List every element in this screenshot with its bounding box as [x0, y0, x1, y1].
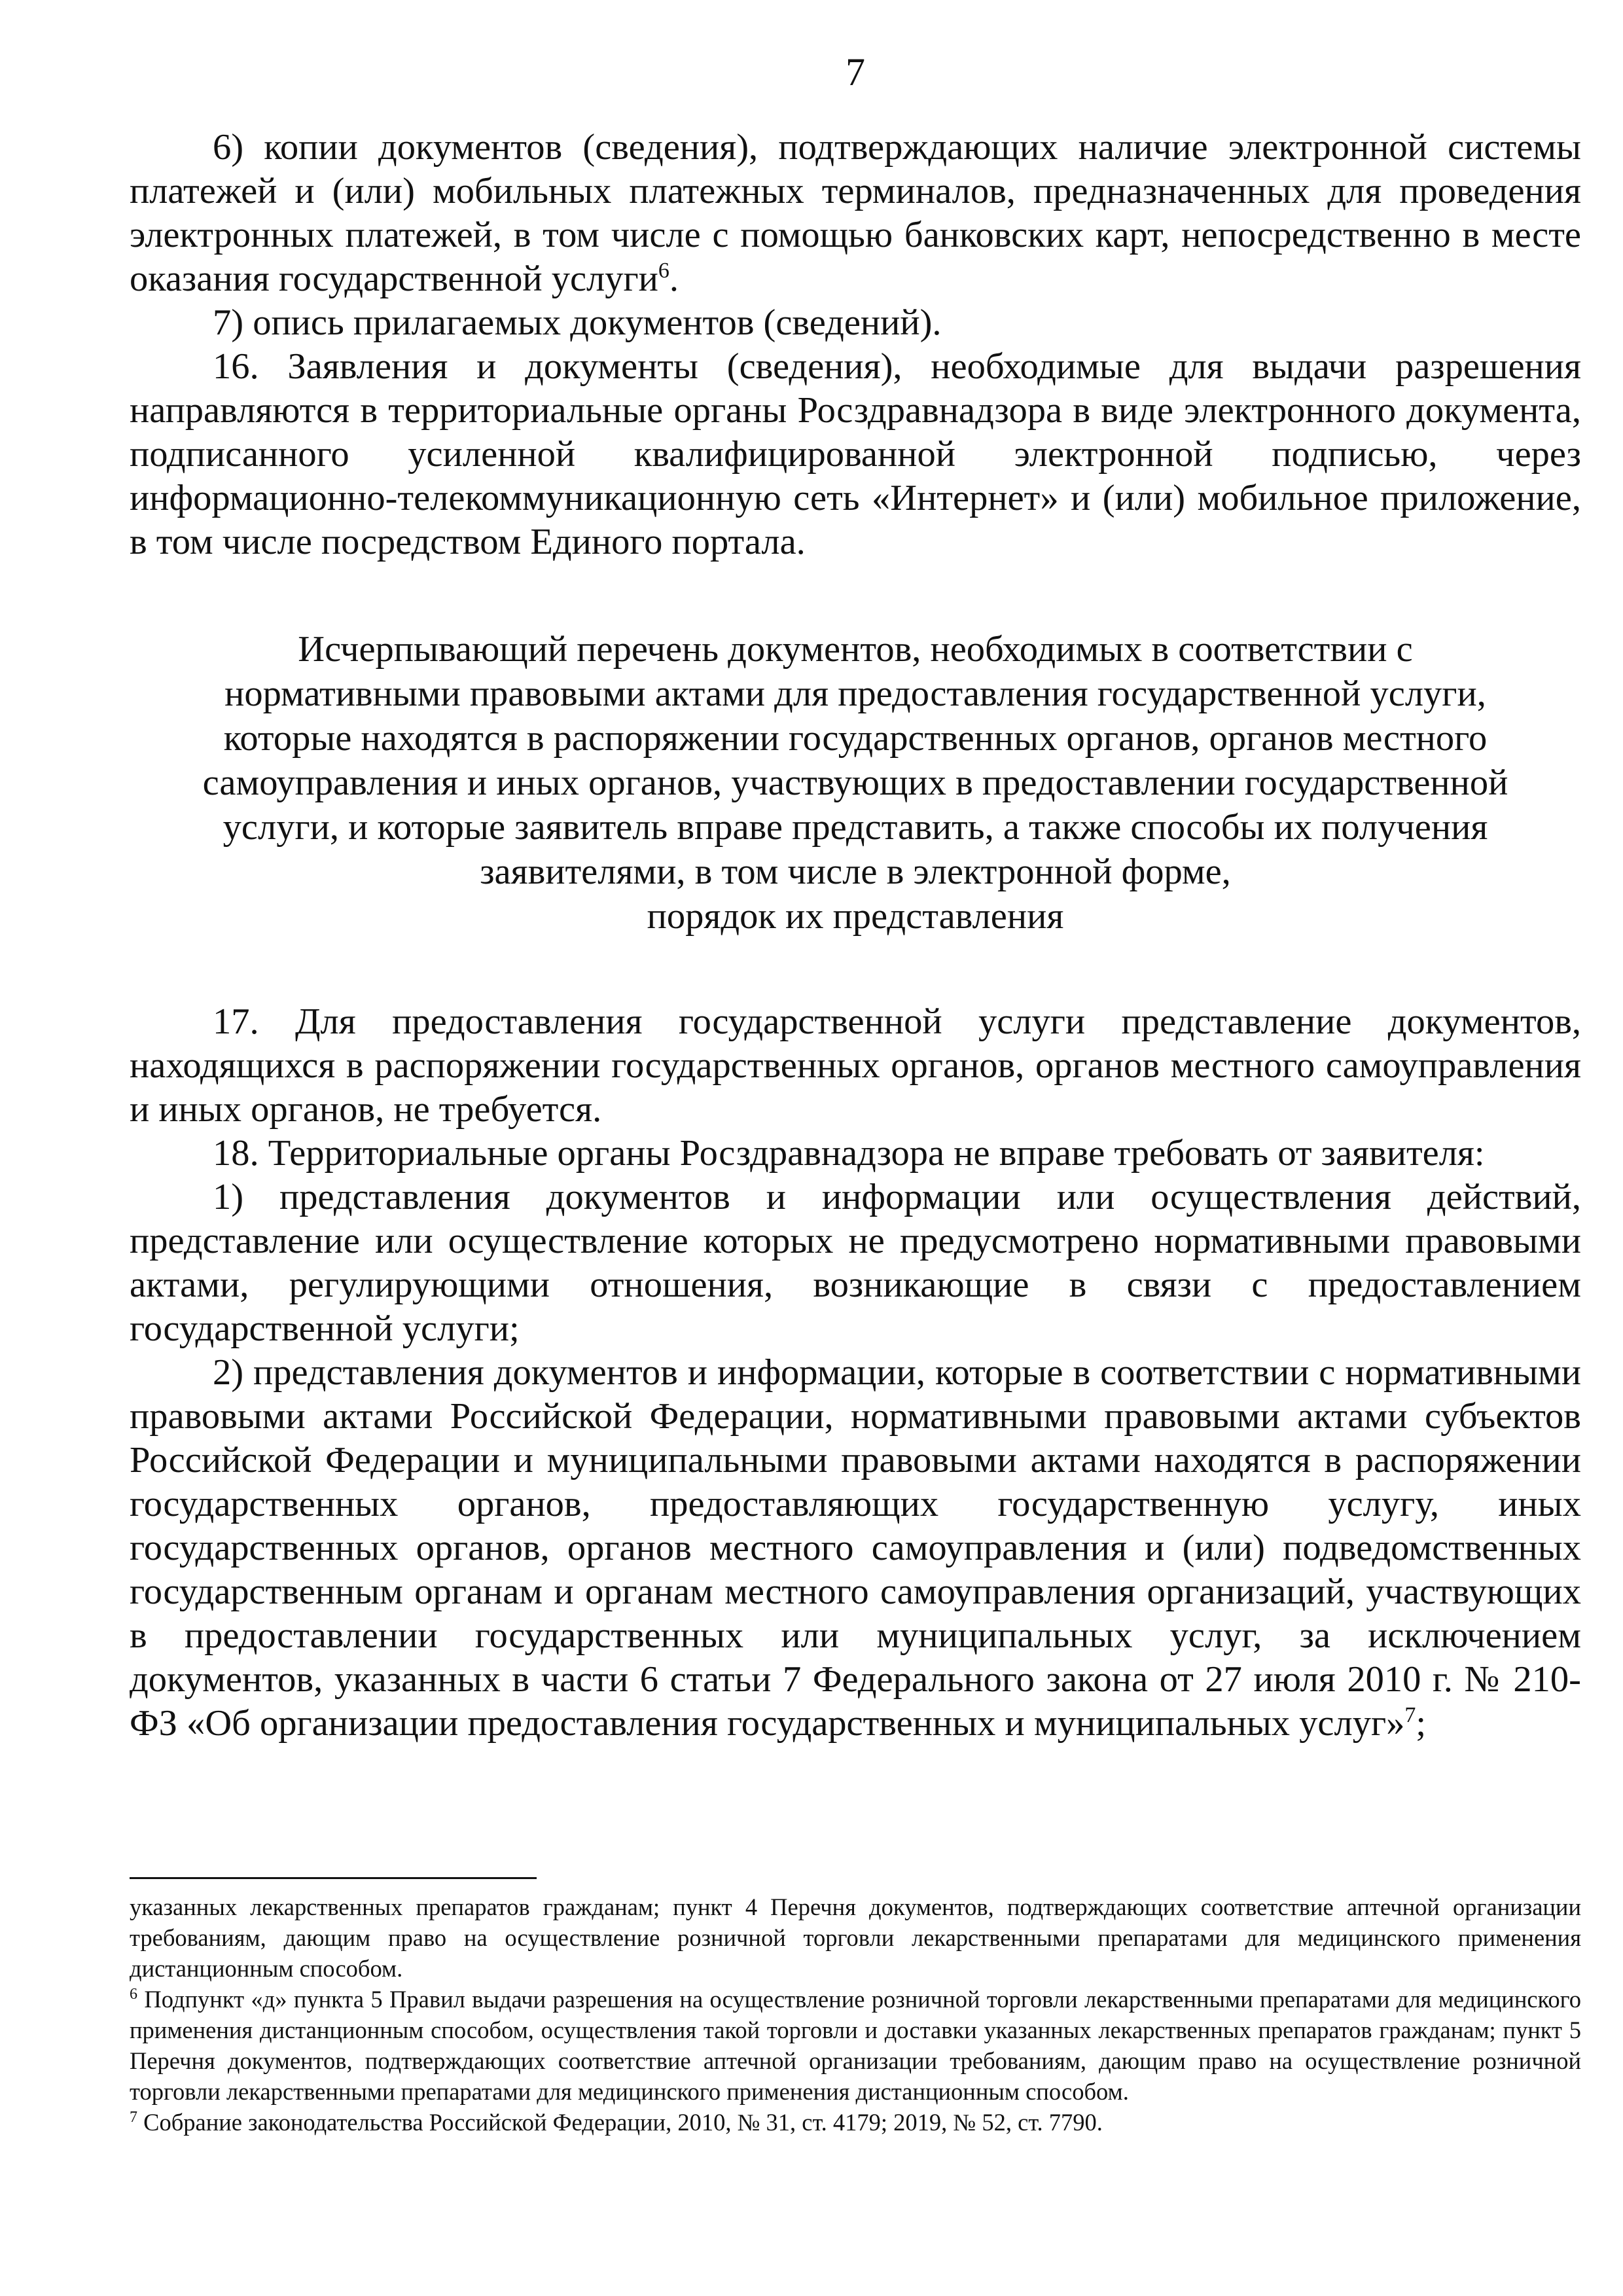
paragraph-18: 18. Территориальные органы Росздравнадзора не вправе требовать от заявителя: — [213, 1133, 1485, 1174]
paragraph-18-item-2 — [130, 1351, 1581, 1746]
document-page — [130, 0, 1581, 2296]
footnote-ref-7: 7 — [1404, 1703, 1416, 1728]
heading-line: заявителями, в том числе в электронной форме, — [480, 852, 1231, 892]
heading-line: Исчерпывающий перечень документов, необходимых в соответствии с — [298, 629, 1413, 670]
footnote-6-text: Подпункт «д» пункта 5 Правил выдачи разрешения на осуществление розничной торговли лекарственными препаратами для медицинского применения дистанционным способом, осуществления такой торговли и доставки указанных лекарственных препаратов гражданам; пункт 5 Перечня документов, подтверждающих соответствие аптечной организации требованиям, дающим право на осуществление розничной торговли лекарственными препаратами для медицинского применения дистанционным способом. — [130, 1986, 1581, 2105]
footnote-continuation: указанных лекарственных препаратов гражданам; пункт 4 Перечня документов, подтверждающих соответствие аптечной организации требованиям, дающим право на осуществление розничной торговли лекарственными препаратами для медицинского применения дистанционным способом. — [130, 1893, 1581, 1982]
heading-line: которые находятся в распоряжении государственных органов, органов местного — [223, 718, 1488, 759]
paragraph-18-item-2-end: ; — [1416, 1703, 1427, 1744]
paragraph-item-7: 7) опись прилагаемых документов (сведений). — [213, 302, 942, 343]
footnote-6-mark: 6 — [130, 1985, 137, 2003]
footnote-7 — [130, 2107, 1581, 2138]
footnote-separator — [130, 1877, 537, 1879]
paragraph-16: 16. Заявления и документы (сведения), необходимые для выдачи разрешения направляются в территориальные органы Росздравнадзора в виде электронного документа, подписанного усиленной квалифицированной электронной подписью, через информационно-телекоммуникационную сеть «Интернет» и (или) мобильное приложение, в том числе посредством Единого портала. — [130, 346, 1581, 562]
footnote-7-text: Собрание законодательства Российской Федерации, 2010, № 31, ст. 4179; 2019, № 52, ст. 7790. — [137, 2109, 1103, 2136]
section-heading — [130, 627, 1581, 939]
heading-line: услуги, и которые заявитель вправе представить, а также способы их получения — [223, 807, 1488, 848]
footnotes — [130, 1892, 1581, 2138]
footnote-6 — [130, 1984, 1581, 2107]
paragraph-18-item-1: 1) представления документов и информации или осуществления действий, представление или осуществление которых не предусмотрено нормативными правовыми актами, регулирующими отношения, возникающие в связи с предоставлением государственной услуги; — [130, 1177, 1581, 1349]
body-text — [130, 126, 1581, 1746]
footnote-ref-6: 6 — [658, 259, 669, 283]
paragraph-item-6-end: . — [669, 259, 679, 299]
paragraph-item-6-text: 6) копии документов (сведения), подтверждающих наличие электронной системы платежей и (или) мобильных платежных терминалов, предназначенных для проведения электронных платежей, в том числе с помощью банковских карт, непосредственно в месте оказания государственной услуги — [130, 127, 1581, 299]
page-number: 7 — [846, 50, 865, 94]
paragraph-item-6 — [130, 126, 1581, 301]
heading-line: самоуправления и иных органов, участвующих в предоставлении государственной — [202, 762, 1508, 803]
heading-line: нормативными правовыми актами для предоставления государственной услуги, — [224, 673, 1486, 714]
footnote-7-mark: 7 — [130, 2108, 137, 2126]
paragraph-18-item-2-text: 2) представления документов и информации, которые в соответствии с нормативными правовыми актами Российской Федерации, нормативными правовыми актами субъектов Российской Федерации и муниципальными правовыми актами находятся в распоряжении государственных органов, предоставляющих государственную услугу, иных государственных органов, органов местного самоуправления и (или) подведомственных государственным органам и органам местного самоуправления организаций, участвующих в предоставлении государственных или муниципальных услуг, за исключением документов, указанных в части 6 статьи 7 Федерального закона от 27 июля 2010 г. № 210-ФЗ «Об организации предоставления государственных и муниципальных услуг» — [130, 1352, 1581, 1744]
paragraph-17: 17. Для предоставления государственной услуги представление документов, находящихся в распоряжении государственных органов, органов местного самоуправления и иных органов, не требуется. — [130, 1001, 1581, 1130]
heading-line: порядок их представления — [647, 896, 1064, 937]
